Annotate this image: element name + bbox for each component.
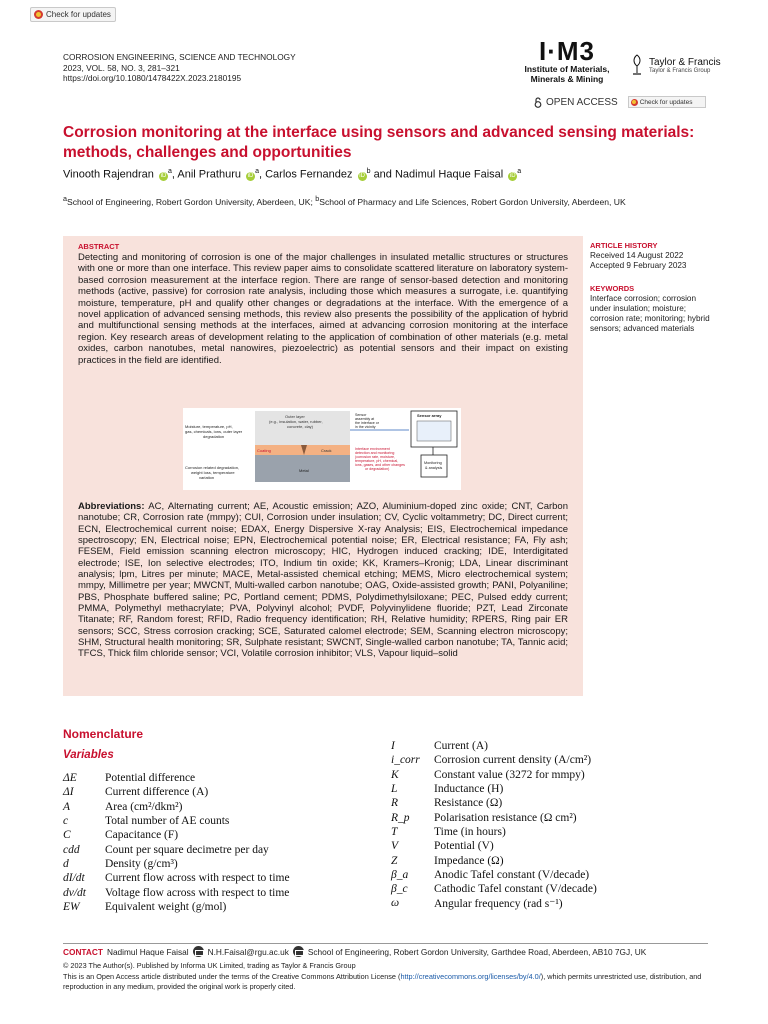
author-1[interactable]: Vinooth Rajendran: [63, 168, 154, 181]
contact-label: CONTACT: [63, 946, 103, 957]
nomenclature-symbol: I: [391, 740, 395, 753]
abstract-heading: ABSTRACT: [78, 242, 120, 251]
orcid-icon[interactable]: iD: [359, 172, 365, 179]
nomenclature-symbol: β_c: [391, 883, 408, 896]
abbreviations-text: AC, Alternating current; AE, Acoustic emission; AZO, Aluminium-doped zinc oxide; CNT, Carbon nanotube; CR, Corrosion rate (mmpy); CUI, Corrosion under insulation; CV, Cyclic voltammetry; DC, Direct current; ECN, Electrochemical current noise; EDAX, Energy Dispersive X-ray Analysis; EIS, Electrochemical impedance spectroscopy; EN, Electrical noise; EPN, Electrochemical potential noise; ER, Electrical resistance; FA, Fly ash; FESEM, Field emission scanning electron microscopy; HIC, Hydrogen induced cracking; IDE, Interdigitated electrode; ISE, Ion selective electrodes; ITO, Indium tin oxide; KK, Kramers–Kronig; LDA, Linear discriminant analysis; lpm, Litres per minute; MACE, Metal-assisted chemical etching; MEMS, Micro electrochemical system; mmpy, Millimetre per year; MWCNT, Multi-walled carbon nanotube; OAG, Oxide-assisted growth; PANI, Polyaniline; PBS, Phosphate buffered saline; PC, Portland cement; PDMS, Polydimethylsiloxane; PEC, Pulsed eddy current; PMMA, Polymethyl methacrylate; PVA, Polyvinyl alcohol; PVDF, Polyvinylidene fluoride; PZT, Lead Zirconate Titanate; RF, Random forest; RFID, Radio frequency identification; RH, Relative humidity; RPERS, Ring pair ER sensors; SCC, Stress corrosion cracking; SCE, Saturated calomel electrode; SEM, Scanning electron microscopy; SHM, Structural health monitoring; SR, Sulphate resistant; SWCNT, Single-walled carbon nanotube; TA, Tannic acid; TFCS, Thick film chloride sensor; VCI, Volatile corrosion inhibitor; VLS, Vapour liquid–solid: [78, 501, 568, 660]
contact: [63, 946, 646, 957]
tf-group: Taylor & Francis Group: [649, 67, 711, 74]
license-link[interactable]: http://creativecommons.org/licenses/by/4.0/: [400, 971, 541, 981]
tf-lamp-icon: [630, 54, 644, 76]
nomenclature-row: [63, 785, 290, 799]
orcid-icon[interactable]: iD: [247, 172, 254, 179]
authors: Vinooth Rajendran $iD^a$, Anil Prathuru $iD^a$, Carlos Fernandez $iD^b$ and Nadimul Haque Faisal $iD^a$: [63, 168, 522, 181]
nomenclature-symbol: V: [391, 840, 399, 853]
ga-left-bottom-2: weight loss, temperature: [191, 470, 235, 475]
ga-left-top-1: Moisture, temperature, pH,: [185, 424, 233, 429]
ga-outer-label-3: concrete, clay): [287, 424, 314, 429]
nomenclature-description: Count per square decimetre per day: [105, 843, 269, 856]
nomenclature-row: [391, 868, 597, 882]
affiliations: [63, 194, 708, 208]
nomenclature-description: Anodic Tafel constant (V/decade): [434, 868, 590, 881]
check-for-updates-badge[interactable]: [30, 7, 116, 22]
nomenclature-description: Impedance (Ω): [434, 854, 504, 867]
keywords-text: Interface corrosion; corrosion under insulation; moisture; corrosion rate; monitoring; hybrid sensors; advanced materials: [590, 293, 710, 334]
nomenclature-description: Capacitance (F): [105, 829, 179, 842]
ga-screen: [417, 421, 451, 441]
imm-line-1: Institute of Materials,: [524, 64, 610, 74]
author-2[interactable]: Anil Prathuru: [177, 168, 241, 181]
nomenclature-symbol: ω: [391, 897, 400, 910]
address-icon: [293, 946, 304, 957]
copyright: © 2023 The Author(s). Published by Informa UK Limited, trading as Taylor & Francis Group: [63, 961, 356, 970]
ga-left-bottom-3: variation: [199, 475, 215, 480]
ga-interface-env-1: Interface environment: [355, 447, 390, 451]
nomenclature-row: [63, 871, 290, 885]
ga-interface-env-6: or degradation): [365, 467, 390, 471]
imm-logo-mark: I·M3: [539, 36, 595, 66]
article-title: Corrosion monitoring at the interface using sensors and advanced sensing materials: methods, challenges and opportunities: [63, 124, 695, 161]
footer: [63, 961, 711, 993]
nomenclature-description: Current difference (A): [105, 786, 209, 799]
nomenclature-symbol: R: [391, 797, 399, 810]
affil-b: School of Pharmacy and Life Sciences, Robert Gordon University, Aberdeen, UK: [319, 196, 626, 207]
ga-left-top-2: gas, chemicals, ions, outer layer: [185, 429, 243, 434]
nomenclature-row: [63, 814, 290, 828]
nomenclature-symbol: Z: [391, 854, 398, 867]
nomenclature-symbol: A: [63, 800, 71, 813]
affil-a: School of Engineering, Robert Gordon University, Aberdeen, UK;: [66, 196, 316, 207]
author-1-sup: a: [167, 168, 172, 175]
nomenclature-description: Time (in hours): [434, 825, 506, 838]
nomenclature-row: [63, 771, 290, 785]
license-post: ), which permits unrestricted use, distribution, and reproduction in any medium, provided the original work is properly cited.: [63, 971, 702, 992]
journal-doi[interactable]: https://doi.org/10.1080/1478422X.2023.2180195: [63, 73, 242, 83]
nomenclature-symbol: R_p: [391, 811, 410, 824]
history-heading: ARTICLE HISTORY: [590, 241, 658, 250]
nomenclature-description: Potential difference: [105, 772, 196, 785]
orcid-icon[interactable]: iD: [160, 172, 167, 179]
abbreviations: [78, 501, 568, 660]
affil-sup-b: b: [315, 195, 320, 203]
nomenclature-description: Polarisation resistance (Ω cm²): [434, 811, 577, 824]
check-for-updates-small-label: Check for updates: [639, 98, 693, 106]
nomenclature-symbol: i_corr: [391, 754, 420, 767]
open-access: [534, 96, 706, 108]
nomenclature-symbol: EW: [63, 900, 80, 913]
nomenclature-row: [391, 810, 597, 824]
nomenclature-description: Resistance (Ω): [434, 797, 503, 810]
ga-coating-label: Coating: [257, 448, 271, 453]
nomenclature-description: Equivalent weight (g/mol): [105, 900, 227, 913]
ga-sensor-assembly-4: in the vicinity: [355, 425, 376, 429]
nomenclature-description: Corrosion current density (A/cm²): [434, 754, 592, 767]
ga-outer-label-1: Outer layer: [285, 414, 305, 419]
open-lock-icon: [534, 97, 542, 108]
ga-left-bottom-1: Corrosion related degradation,: [185, 465, 240, 470]
tf-name: Taylor & Francis: [649, 56, 721, 68]
nomenclature-description: Current flow across with respect to time: [105, 872, 290, 885]
nomenclature-description: Voltage flow across with respect to time: [105, 886, 290, 899]
check-for-updates-label: Check for updates: [46, 10, 111, 19]
nomenclature-row: [391, 882, 597, 896]
imm-line-2: Minerals & Mining: [530, 74, 604, 84]
nomenclature-symbol: β_a: [391, 868, 409, 881]
nomenclature-row: [63, 828, 290, 842]
nomenclature-row: [63, 842, 290, 856]
journal-volume: 2023, VOL. 58, NO. 3, 281–321: [63, 62, 180, 73]
author-2-sup: a: [255, 168, 259, 175]
article-sidebar: [590, 241, 715, 335]
nomenclature-row: [63, 857, 290, 871]
ga-outer-label-2: (e.g., insulation, water, rubber,: [269, 419, 323, 424]
check-for-updates-small[interactable]: [628, 96, 706, 108]
nomenclature-symbol: d: [63, 857, 69, 870]
email-icon: [193, 946, 204, 957]
imm-logo: [512, 38, 622, 84]
contact-address: School of Engineering, Robert Gordon University, Garthdee Road, Aberdeen, AB10 7GJ, UK: [307, 946, 647, 957]
nomenclature-left: [63, 771, 290, 914]
nomenclature-description: Inductance (H): [434, 783, 504, 796]
nomenclature-symbol: ΔI: [63, 786, 74, 799]
nomenclature-symbol: K: [391, 768, 399, 781]
journal-name: CORROSION ENGINEERING, SCIENCE AND TECHNOLOGY: [63, 52, 296, 62]
license-pre: This is an Open Access article distributed under the terms of the Creative Commons Attribution License (: [63, 971, 401, 981]
nomenclature-symbol: L: [391, 783, 398, 796]
ga-monitoring-2: & analysis: [425, 466, 443, 470]
nomenclature-row: [391, 825, 597, 839]
author-3[interactable]: Carlos Fernandez: [265, 168, 353, 181]
ga-sensor-assembly-3: the interface or: [355, 421, 379, 425]
crossmark-icon: [34, 10, 43, 19]
nomenclature-description: Density (g/cm³): [105, 857, 178, 870]
history-received: Received 14 August 2022: [590, 251, 684, 261]
abstract-text: Detecting and monitoring of corrosion is one of the major challenges in insulated metallic structures or structures with one or more than one interface. This review paper aims to consolidate scattered literature on laboratory system-based corrosion measurement at the interface region. There are range of sensor-based detection and monitoring methods (active, passive) for corrosion rate analysis, including those which measures a surrogate, i.e. quantifying moisture, temperature, pH and qualify other changes or degradations at the interface. With the emergence of a novel application of advanced sensing methods, this review also presents the possibility of the application of hybrid and multifunctional sensing methods at the interfaces, aimed at advancing corrosion monitoring at the interface region. Key research areas of development relating to the application of combination of other materials (e.g. metal oxides, carbon nanotubes, metal nanowires, piezoelectric) as potential sensors and their impact on existing practices in the field are identified.: [78, 252, 568, 366]
nomenclature-symbol: ΔE: [63, 772, 77, 785]
journal-info: [63, 52, 296, 84]
ga-sensor-assembly-2: assembly at: [355, 417, 375, 421]
nomenclature-row: [391, 739, 597, 753]
orcid-icon[interactable]: iD: [509, 172, 516, 179]
contact-name: Nadimul Haque Faisal: [106, 946, 189, 957]
nomenclature-title: Nomenclature: [63, 727, 144, 741]
nomenclature-row: [63, 885, 290, 899]
nomenclature-row: [391, 896, 597, 910]
author-4-sup: a: [517, 168, 522, 175]
ga-sensor-array-label: Sensor array: [417, 413, 442, 418]
ga-interface-env-4: temperature, pH, chemical,: [355, 459, 399, 463]
author-and: and: [373, 168, 392, 181]
nomenclature-description: Total number of AE counts: [105, 815, 230, 828]
nomenclature-symbol: C: [63, 829, 71, 842]
nomenclature-row: [391, 839, 597, 853]
license-text: [63, 972, 711, 993]
nomenclature-right: [391, 739, 597, 911]
ga-crack-label: Crack: [321, 448, 332, 453]
nomenclature-symbol: dI/dt: [63, 872, 85, 885]
ga-left-top-3: degradation: [203, 434, 225, 439]
tf-logo: [630, 54, 721, 76]
author-3-sup: b: [366, 168, 371, 175]
nomenclature-description: Current (A): [434, 740, 488, 753]
ga-interface-env-5: ions, gases, and other changes: [355, 463, 405, 467]
nomenclature-symbol: T: [391, 825, 398, 838]
nomenclature-row: [63, 900, 290, 914]
nomenclature-row: [391, 768, 597, 782]
graphical-abstract: [183, 408, 461, 490]
crossmark-small-icon: [631, 99, 638, 106]
nomenclature-row: [391, 796, 597, 810]
nomenclature-row: [391, 782, 597, 796]
nomenclature-symbol: cdd: [63, 843, 80, 856]
nomenclature-row: [391, 853, 597, 867]
nomenclature-description: Constant value (3272 for mmpy): [434, 768, 585, 781]
affil-sup-a: a: [63, 195, 67, 203]
ga-sensor-assembly-1: Sensor: [355, 413, 367, 417]
variables-title: Variables: [63, 749, 114, 761]
ga-metal-label: Metal: [299, 468, 309, 473]
nomenclature-description: Potential (V): [434, 840, 494, 853]
history-accepted: Accepted 9 February 2023: [590, 261, 687, 271]
ga-interface-env-2: detection and monitoring: [355, 451, 395, 455]
nomenclature-description: Cathodic Tafel constant (V/decade): [434, 883, 597, 896]
nomenclature-symbol: dv/dt: [63, 886, 86, 899]
nomenclature-symbol: c: [63, 815, 69, 828]
nomenclature-row: [391, 753, 597, 767]
keywords-heading: KEYWORDS: [590, 283, 635, 293]
nomenclature-description: Area (cm²/dkm²): [105, 800, 183, 813]
open-access-label: OPEN ACCESS: [546, 96, 618, 108]
author-4[interactable]: Nadimul Haque Faisal: [394, 168, 504, 181]
nomenclature-row: [63, 800, 290, 814]
ga-monitoring-1: Monitoring: [424, 461, 442, 465]
nomenclature-description: Angular frequency (rad s⁻¹): [434, 898, 563, 911]
footer-rule: [63, 943, 708, 944]
abbreviations-label: Abbreviations:: [78, 501, 145, 512]
ga-interface-env-3: (corrosion rate, moisture,: [355, 455, 395, 459]
contact-email[interactable]: N.H.Faisal@rgu.ac.uk: [207, 946, 289, 957]
